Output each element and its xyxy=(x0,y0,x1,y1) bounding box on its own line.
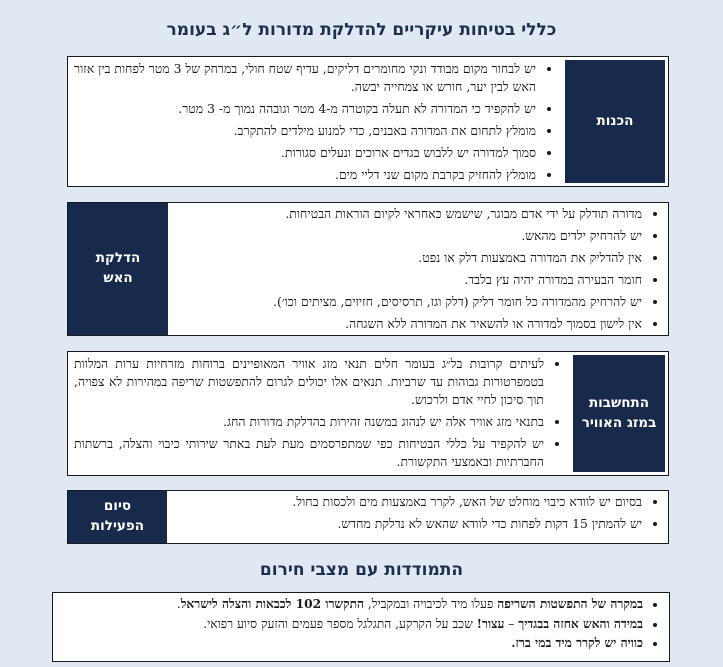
list-item: • בסיום יש לוודא כיבוי מוחלט של האש, לקרר באמצעות מים ולכסות בחול. xyxy=(173,493,642,511)
list-item: • מומלץ להחזיק בקרבת מקום שני דליי מים. xyxy=(74,166,536,184)
list-item: • מומלץ לתחום את המדורה באבנים, כדי למנוע מילדים להתקרב. xyxy=(74,122,536,140)
bullet-list xyxy=(59,596,663,653)
section-label-preparations xyxy=(565,60,665,183)
bullet-list xyxy=(74,355,564,471)
section-lighting xyxy=(67,202,669,336)
list-item: • אין לישון בסמוך למדורה או להשאיר את המדורה ללא השגחה. xyxy=(174,315,642,333)
list-item: • יש לבחור מקום מבודד ונקי מחומרים דליקים, עדיף שטח חולי, במרחק של 3 מטר לפחות בין אזור האש לבין יער, חורש או צמחייה יבשה. xyxy=(74,60,536,96)
section-content xyxy=(68,57,562,186)
list-item: • חומר הבעירה במדורה יהיה עץ בלבד. xyxy=(174,271,642,289)
list-item: • בתנאי מזג אוויר אלה יש לנהוג במשנה זהירות בהדלקת מדורות החג. xyxy=(74,413,544,431)
list-item: • יש להמתין 15 דקות לפחות כדי לוודא שהאש לא נדלקת מחדש. xyxy=(173,515,642,533)
section-label-text xyxy=(582,394,657,433)
section-label-text xyxy=(91,497,144,536)
emphasis-text: במידה והאש אחזה בבגדיך xyxy=(518,616,643,631)
bullet-list xyxy=(173,493,662,533)
section-ending xyxy=(67,490,669,544)
list-item: • יש להקפיד על כללי הבטיחות כפי שמתפרסמים מעת לעת באתר שירותי כיבוי והצלה, ברשתות החברתיות ובאמצעי התקשורת. xyxy=(74,435,544,471)
section-label-weather xyxy=(573,355,665,472)
emphasis-text: עצור! xyxy=(476,616,505,631)
body-text: פעלו מיד לכיבויה ובמקביל, xyxy=(364,597,498,611)
body-text: שכב על הקרקע, התגלגל מספר פעמים והזעק סיוע רפואי. xyxy=(203,616,477,631)
label-line: סיום xyxy=(103,498,132,515)
list-item xyxy=(59,635,643,653)
section-preparations xyxy=(67,56,669,187)
section-content xyxy=(68,352,570,475)
label-line: הדלקת xyxy=(95,250,141,267)
list-item: • יש להרחיק מהמדורה כל חומר דליק (דלק וגז, תרסיסים, חזיזים, מציתים וכו׳). xyxy=(174,293,642,311)
bullet-list xyxy=(74,60,556,184)
section-content xyxy=(167,491,668,543)
list-item: • מדורה תודלק על ידי אדם מבוגר, שישמש כאחראי לקיום הוראות הבטיחות. xyxy=(174,205,642,223)
section-label-text xyxy=(96,249,141,288)
list-item: • סמוך למדורה יש ללבוש בגדים ארוכים ונעלים סגורות. xyxy=(74,144,536,162)
label-line: הפעילות xyxy=(90,518,145,534)
list-item xyxy=(59,616,643,634)
body-text: – xyxy=(504,616,519,631)
emphasis-text: התקשרו 102 לכבאות והצלה לישראל xyxy=(180,597,365,611)
label-line: האש xyxy=(103,270,133,286)
section-label-ending xyxy=(68,491,167,543)
list-item: • יש להרחיק ילדים מהאש. xyxy=(174,227,642,245)
emphasis-text: במקרה של התפשטות השריפה xyxy=(497,597,643,611)
section-label-text: הכנות xyxy=(596,112,634,129)
emergency-box xyxy=(52,592,670,662)
page-title: כללי בטיחות עיקריים להדלקת מדורות ל״ג בעומר xyxy=(166,20,557,40)
emphasis-text: כוויה יש לקרר מיד במי ברז. xyxy=(511,636,643,651)
section-label-lighting xyxy=(68,203,168,335)
section-content xyxy=(168,203,668,335)
section-weather xyxy=(67,351,669,476)
bullet-list xyxy=(174,205,662,333)
body-text: . xyxy=(176,597,181,611)
list-item: • אין להדליק את המדורה באמצעות דלק או נפט. xyxy=(174,249,642,267)
label-line: במזג האוויר xyxy=(581,414,657,431)
emergency-title: התמודדות עם מצבי חירום xyxy=(259,560,464,580)
list-item xyxy=(59,596,643,614)
label-line: התחשבות xyxy=(588,394,650,411)
list-item: • לעיתים קרובות בל״ג בעומר חלים תנאי מזג אוויר המאופיינים ברוחות מזרחיות ערות המלוות בטמפרטורות גבוהות עד שרביות. תנאים אלו יכולים לגרום להתפשטות שריפה במהירות לא צפויה, תוך סיכון לחיי אדם ולרכוש. xyxy=(74,355,544,409)
list-item: • יש להקפיד כי המדורה לא תעלה בקוטרה מ-4 מטר וגובהה נמוך מ- 3 מטר. xyxy=(74,100,536,118)
